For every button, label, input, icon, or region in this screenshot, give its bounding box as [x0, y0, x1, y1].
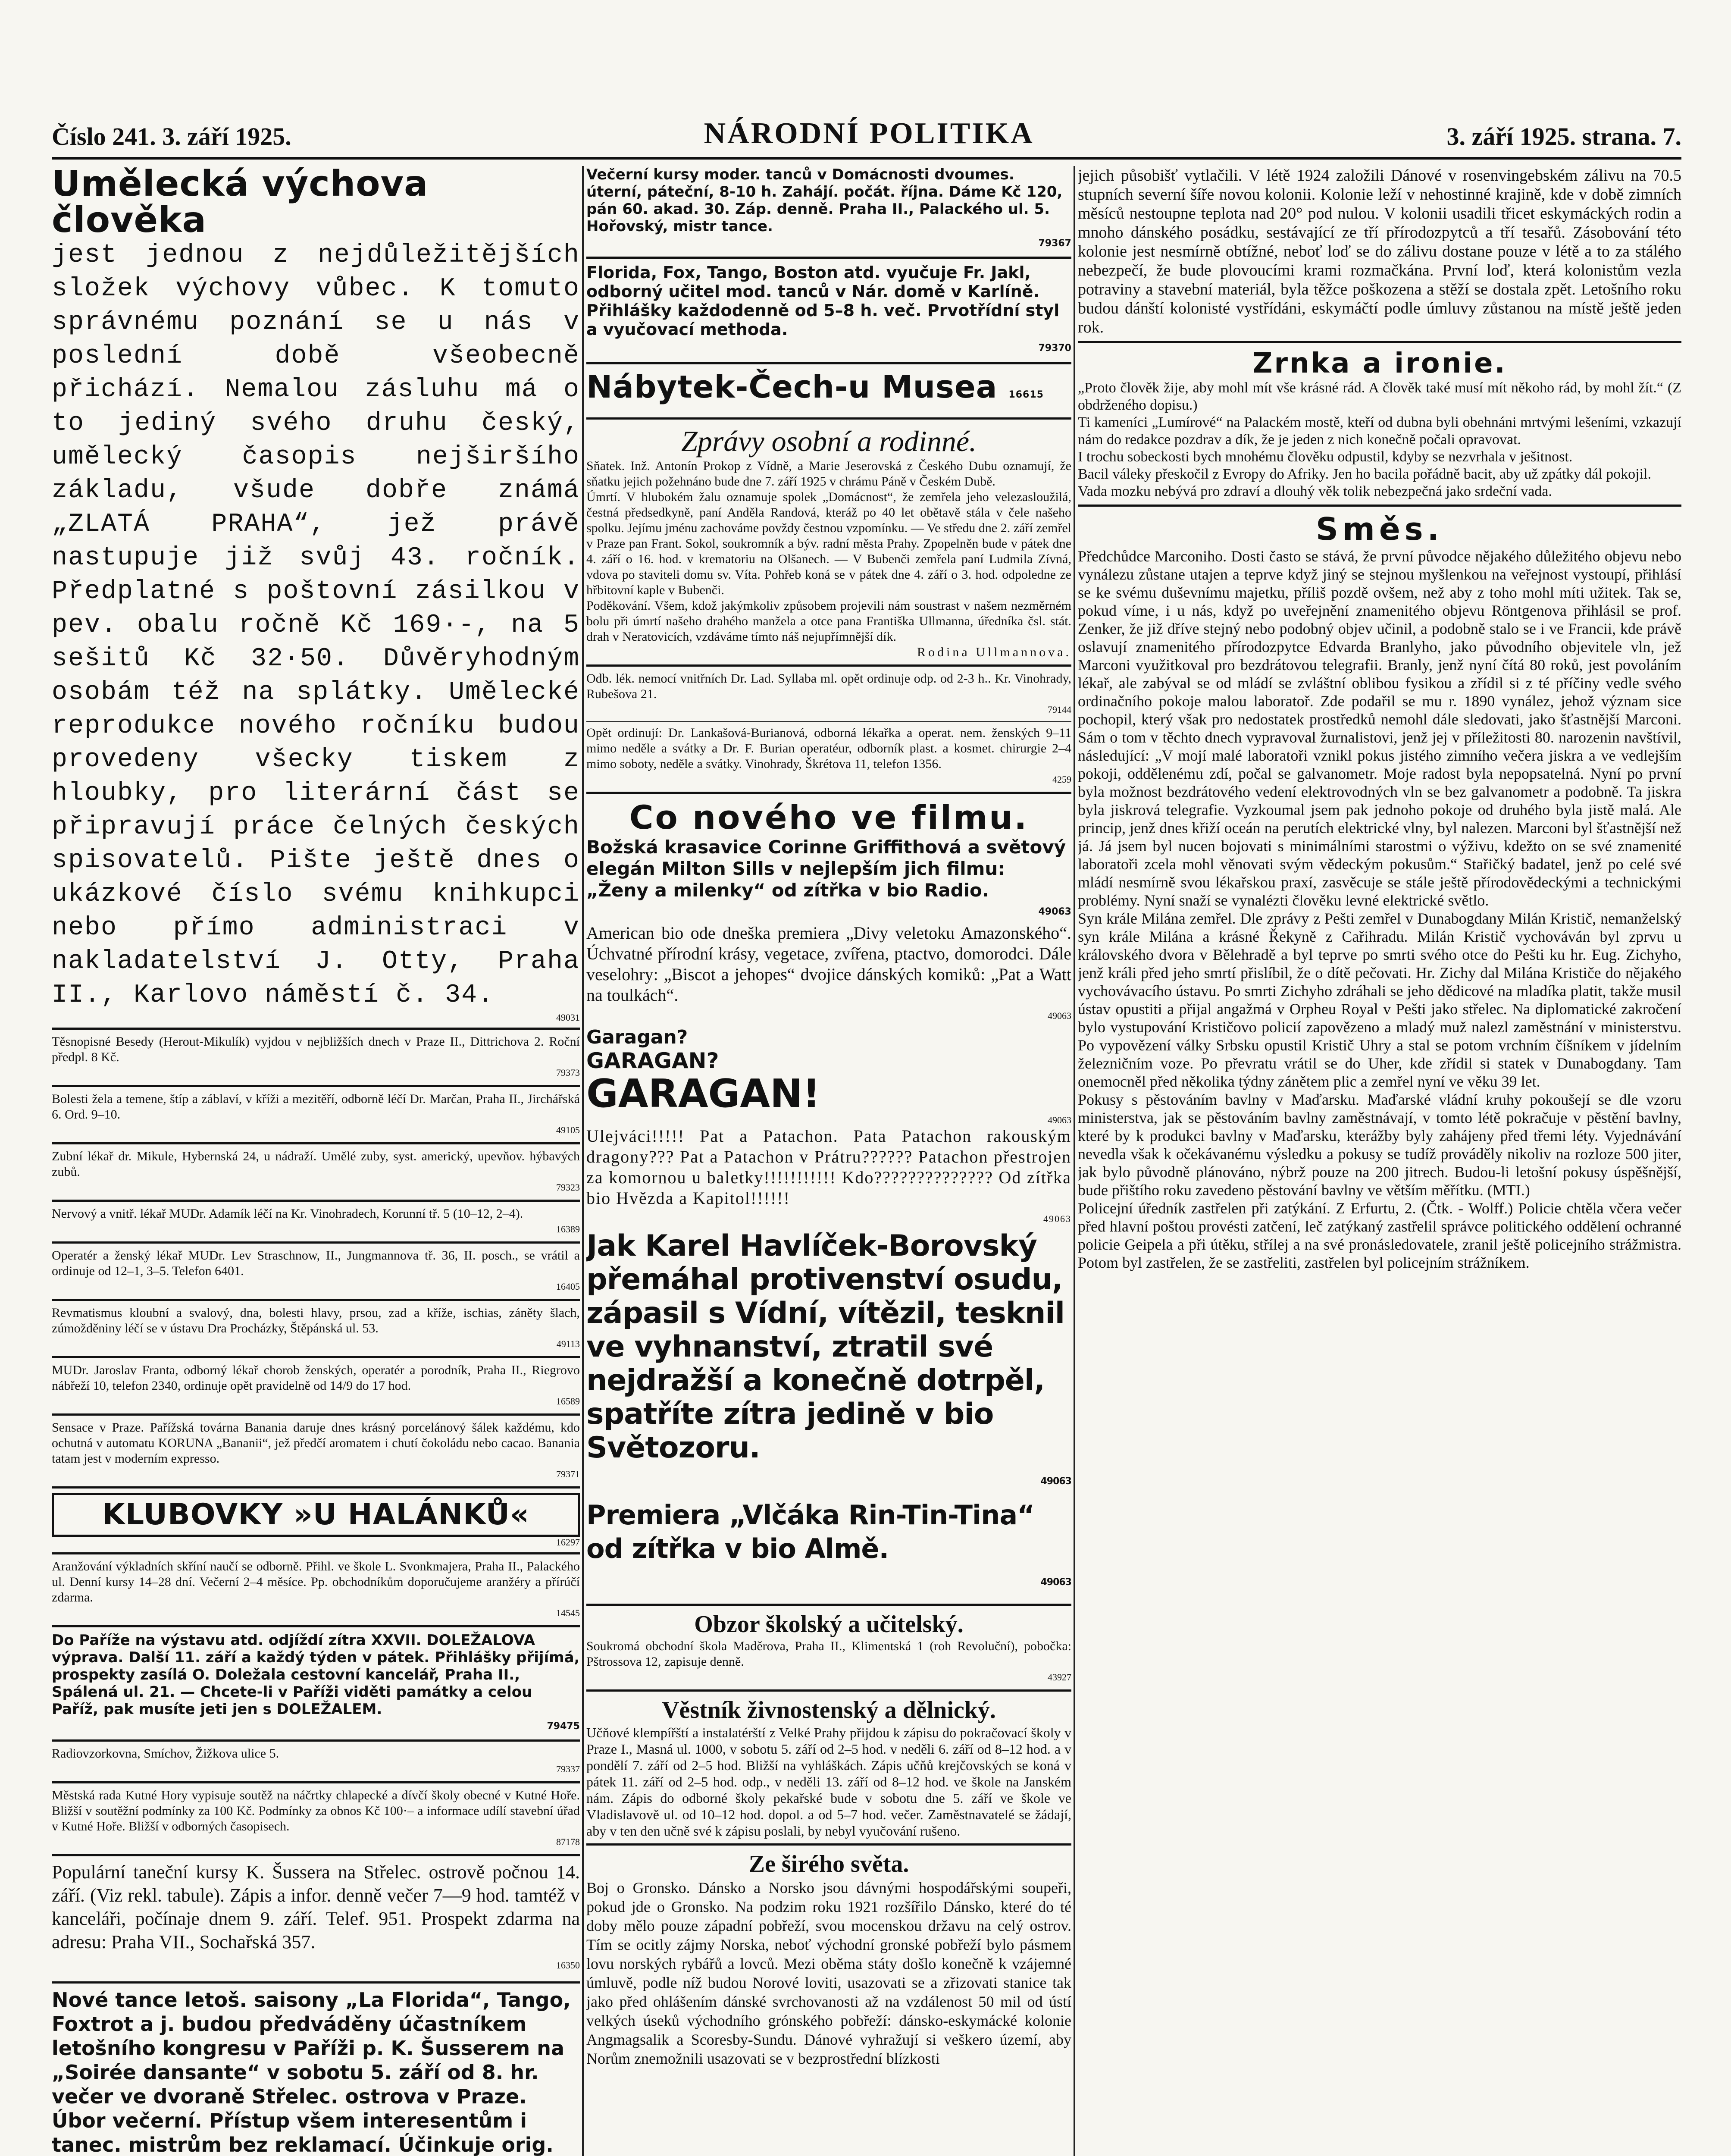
ad-text: Radiovzorkovna, Smíchov, Žižkova ulice 5.	[52, 1746, 279, 1761]
issue-date-right: 3. září 1925. strana. 7.	[1446, 122, 1681, 150]
ad-heading: Umělecká výchova člověka	[52, 166, 429, 241]
film-ad	[586, 923, 1071, 1026]
ad-code: 49031	[556, 1012, 580, 1023]
masthead	[52, 112, 1681, 160]
ad-code: 49113	[556, 1338, 580, 1349]
film-ad	[586, 1498, 1071, 1599]
article-paragraph: Sňatek. Inž. Antonín Prokop z Vídně, a Marie Jeserovská z Českého Dubu oznamují, že sňatku jejich požehnáno bude dne 7. září 1925 v chrámu Páně v Českém Dubě.	[586, 459, 1071, 489]
classified-ad	[52, 1149, 580, 1195]
classified-ad	[586, 1639, 1071, 1685]
ad-code: 49063	[1040, 1577, 1071, 1588]
ad-code: 16350	[556, 1960, 580, 1971]
classified-ad	[586, 671, 1071, 718]
classified-ad	[52, 1091, 580, 1138]
klubovky-ad: KLUBOVKY »U HALÁNKŮ«	[52, 1493, 580, 1537]
ad-text: Večerní kursy moder. tanců v Domácnosti dvoumes. úterní, páteční, 8-10 h. Zahájí. počát. října. Dáme Kč 120, pán 60. akad. 30. Záp. denně. Praha II., Palackého ul. 5. Hořovský, mistr tance.	[586, 166, 1063, 235]
article-paragraph: Poděkování. Všem, kdož jakýmkoliv způsobem projevili nám soustrast v našem nezměrném bolu při úmrtí našeho drahého manžela a otce pana Františka Ullmanna, úředníka čsl. stát. drah v Neratovicích, vzdáváme tímto náš nejupřímnější dík.	[586, 599, 1071, 644]
ad-code: 16389	[556, 1224, 580, 1235]
ad-text: Božská krasavice Corinne Griffithová a světový elegán Milton Sills v nejlepším jich filmu: „Ženy a milenky“ od zítřka v bio Radio.	[586, 837, 1066, 901]
ad-text: Opět ordinují: Dr. Lankašová-Burianová, odborná lékařka a operat. nem. ženských 9–11 mimo neděle a svátky a Dr. F. Burian operatéur, odborník plast. a kosmet. chirurgie 2–4 mimo soboty, neděle a svátky. Vinohrady, Škrétova 11, telefon 1356.	[586, 726, 1071, 771]
classified-ad	[52, 1861, 580, 1977]
article-paragraph: Boj o Gronsko. Dánsko a Norsko jsou dávnými hospodářskými soupeři, pokud jde o Gronsko. Na podzim roku 1921 rozšířilo Dánsko, které do té doby mělo pouze západní pobřeží, svou mocenskou državu na celý ostrov. Tím se ocitly zájmy Norska, neboť východní gronské pobřeží bylo pásmem lovu norských rybářů a lovců. Mezi oběma státy došlo konečně k vzájemné úmluvě, podle níž budou Norové loviti, usazovati se a zřizovati stanice tak jako před ohlášením dánské svrchovanosti až na vzdálenost 50 mil od ústí velkých úseků východního grónského pobřeží: dánsko-eskymácké kolonie Angmagsalik a Scoresby-Sundu. Dánové vyhražují si veškero území, aby Norům znemožnili usazovati se v bezprostřední blízkosti	[586, 1879, 1071, 2067]
ad-text: Operatér a ženský lékař MUDr. Lev Straschnow, II., Jungmannova tř. 36, II. posch., se vrátil a ordinuje od 12–1, 3–5. Telefon 6401.	[52, 1248, 580, 1278]
nabytek-ad	[586, 369, 1071, 413]
section-title: Co nového ve filmu.	[629, 798, 1029, 837]
ad-code: 16405	[556, 1281, 580, 1292]
column-rule	[582, 166, 584, 2156]
article-paragraph: I trochu sobeckosti bych mnohému člověku odpustil, kdyby se nezvrhala v ješitnost.	[1078, 449, 1573, 465]
article-paragraph: jejich působišť vytlačili. V létě 1924 založili Dánové v rosenvingebském zálivu na 70.5 stupních severní šíře novou kolonii. Kolonie leží v nehostinné krajině, kde v době zimních měsíců nestoupne teplota nad 20° pod nulou. V kolonii usadili třicet eskymáckých rodin a mnoho dánského posádku, sestávající ze tří přírodozpytců a tří tesařů. Zásobování této kolonie jest nesmírně obtížné, neboť loď se do zálivu dostane pouze v létě a to za stálého nebezpečí, že bude plovoucími krami rozmačkána. První loď, která kolonistům vezla potraviny a stavební materiál, byla těžce poškozena a stěží se dostala zpět. Letošního roku budou dánští kolonisté vystřídáni, eskymáčtí podle úmluvy zůstanou na místě ještě jeden rok.	[1078, 166, 1681, 336]
classified-ad	[52, 1559, 580, 1621]
ad-code: 16615	[1008, 389, 1044, 400]
ad-code: 49105	[556, 1125, 580, 1135]
classified-ad	[52, 1206, 580, 1237]
issue-date-left: Číslo 241. 3. září 1925.	[52, 122, 291, 150]
ad-text: Do Paříže na výstavu atd. odjíždí zítra XXVII. DOLEŽALOVA výprava. Další 11. září a každý týden v pátek. Přihlášky přijímá, prospekty zasílá O. Doležala cestovní kancelář, Praha II., Spálená ul. 21. — Chcete-li v Paříži viděti památky a celou Paříž, pak musíte jeti jen s DOLEŽALEM.	[52, 1632, 580, 1718]
classified-ad	[52, 1988, 580, 2156]
ad-code: 43927	[1048, 1672, 1071, 1683]
classified-ad	[586, 263, 1071, 358]
ad-text: Nové tance letoš. saisony „La Florida“, Tango, Foxtrot a j. budou předváděny účastníkem letošního kongresu v Paříži p. K. Šusserem na „Soirée dansante“ v sobotu 5. září od 8. hr. večer ve dvoraně Střelec. ostrova v Praze. Úbor večerní. Přístup všem interesentům i tanec. mistrům bez reklamací. Účinkuje orig.	[52, 1988, 571, 2156]
zlata-praha-ad	[52, 166, 580, 1023]
article-paragraph: „Proto člověk žije, aby mohl mít vše krásné rád. A člověk také musí mít někoho rád, by mohl žít.“ (Z obdrženého dopisu.)	[1078, 380, 1681, 413]
article-paragraph: Ti kameníci „Lumírové“ na Palackém mostě, kteří od dubna byli obehnáni mrtvými lešeními, vzkazují nám do redakce pozdrav a dík, že je jeden z nich konečně počali opravovat.	[1078, 414, 1681, 448]
classified-ad	[52, 1632, 580, 1735]
article-paragraph: Vada mozku nebývá pro zdraví a dlouhý věk tolik nebezpečná jako srdeční vada.	[1078, 483, 1552, 499]
ad-text: Revmatismus kloubní a svalový, dna, bolesti hlavy, prsou, zad a kříže, ischias, záněty šlach, zúmožděniny léčí se v ústavu Dra Procházky, Štěpánská ul. 53.	[52, 1306, 580, 1335]
ad-code: 49063	[1040, 1476, 1071, 1487]
section-title: Ze širého světa.	[748, 1851, 909, 1877]
classified-ad	[52, 1305, 580, 1352]
ad-text: Městská rada Kutné Hory vypisuje soutěž na náčrtky chlapecké a dívčí školy obecné v Kutné Hoře. Bližší v soutěžní podmínky za 100 Kč. Podmínky za obnos Kč 100·– a informace udílí stavební úřad v Kutné Hoře. Bližší v odborných časopisech.	[52, 1788, 580, 1833]
classified-ad	[586, 725, 1071, 787]
ad-text: Zubní lékař dr. Mikule, Hybernská 24, u nádraží. Umělé zuby, syst. americký, upevňov. hýbavých zubů.	[52, 1149, 580, 1179]
newspaper-title: NÁRODNÍ POLITIKA	[704, 117, 1034, 150]
article-paragraph: Pokusy s pěstováním bavlny v Maďarsku. Maďarské vládní kruhy pokoušejí se dle vzoru ministerstva, jak se pěstováním bavlny zaměstnávají, v tomto létě pokračuje v pěstění bavlny, které by k produkci bavlny v Maďarsku, kterážby byly zahájeny před třemi léty. Vyjednávání nevedla však k očekávanému výsledku a pokusy se tudíž prováděly nikoliv na rozloze 500 jiter, jak bylo původně plánováno, nýbrž pouze na 200 jitrech. Budou-li letošní pokusy úspěšnější, bude přištího roku zavedeno pěstování bavlny ve větším měřítku. (MTI.)	[1078, 1091, 1681, 1199]
ad-text: MUDr. Jaroslav Franta, odborný lékař chorob ženských, operatér a porodník, Praha II., Riegrovo nábřeží 10, telefon 2340, ordinuje opět pravidelně od 14/9 do 17 hod.	[52, 1363, 580, 1393]
classified-ad	[52, 1746, 580, 1777]
classified-ad	[52, 1788, 580, 1850]
ad-code: 79367	[1038, 238, 1071, 249]
ad-text: Aranžování výkladních skříní naučí se odborně. Přihl. ve škole L. Svonkmajera, Praha II., Palackého ul. Denní kursy 14–28 dní. Večerní 2–4 měsíce. Pp. obchodníkům doporučujeme aranžéry a přírúčí zdarma.	[52, 1559, 580, 1604]
article-paragraph: Předchůdce Marconiho. Dosti často se stává, že první původce nějakého důležitého objevu nebo vynálezu zůstane utajen a teprve když jiný se stejnou myšlenkou na veřejnost vystoupí, přihlásí se ke svému duševnímu majetku, příliš pozdě ovšem, než aby z toho mohl míti užitek. Tak se, pokud víme, i u nás, když po uveřejnění znamenitého objevu Röntgenova přihlásil se prof. Zenker, že již dříve stejný nebo podobný objev učinil, a podobně stalo se i ve Francii, kde právě oslavují znamenitého přírodozpytce Edvarda Branlyho, jako původního objevitele vln, jež Marconi využitkoval pro bezdrátovou telegrafii. Branly, jenž nyní čítá 80 roků, jest povoláním lékař, ale zabýval se od mládí se zvláštní oblibou fysikou a zřídil si z té příčiny vedle svého ordinačního pokoje malou laboratoř. Zde podařil se mu r. 1890 vynález, jehož význam sice pochopil, který však pro nedostatek prostředků nemohl dále sledovati, jako šťastnější Marconi. Sám o tom v těchto dnech vypravoval žurnalistovi, jenž jej v příležitosti 80. narozenin navštívil, následující: „V mojí malé laboratoři vznikl pokus jistého zimního večera jiskra a ve vedlejším pokoji, oddělenému zdí, počal se galvanometr. Moje radost byla nepopsatelná. Nyní po první byla možnost bezdrátového vedení elektrovodných vln se bez galvanometr a podobně. Ta jiskra byla jiskrová telegrafie. Vyzkoumal jsem pak jednoho pokoje od druhého byla jistě malá. Ale princip, jenž dnes křiží oceán na perutích elektrické vlny, byl nalezen. Marconi byl šťastnější než já. Já jsem byl nucen bojovati s minimálními starostmi o výživu, kdežto on se své znamenité laboratoři zcela mohl věnovati svým vědeckým pokusům.“ Stařičký badatel, jenž po celé své mládí nesmírně svou lékařskou praxí, zasvěcuje se stále ještě přírodovědeckými a technickými problémy. Nyní snaží se vynalézti člověku levné elektrické světlo.	[1078, 548, 1681, 909]
garagan-line: Garagan?	[586, 1026, 688, 1048]
article-paragraph: Syn krále Milána zemřel. Dle zprávy z Pešti zemřel v Dunabogdany Milán Kristič, nemanželský syn krále Milána a krásné Řekyně z Cařihradu. Milán Kristič vychováván byl zprvu u královského dvora v Bělehradě a byl teprve po smrti svého otce do Pešti ku hr. Eug. Zichyho, jenž králi před jeho smrtí přislíbil, že o dítě pečovati. Hr. Zichy dal Milána Krističe do nějakého vychovávacího ústavu. Po smrti Zichyho zdráhali se jeho dědicové na mladíka platit, takže musil ústav opustiti a přijal angažmá v Orpheu Royal v Pešti jako střelec. Na diplomatické zakročení bylo vystupování Krističovo policií zapovězeno a mladý muž nalezl zaměstnání v ministerstvu. Po vypovězení války Srbsku opustil Kristič Uhry a stal se potom vrchním číšníkem v jídelním železničním voze. Po převratu vrátil se do Uher, kde zřídil si statek v Dunabogdany. Tam onemocněl před několika týdny zánětem plic a zemřel nyní ve věku 39 let.	[1078, 910, 1681, 1090]
ad-code: 79371	[556, 1469, 580, 1479]
ad-text: Jak Karel Havlíček-Borovský přemáhal protivenství osudu, zápasil s Vídní, vítězil, tesknil ve vyhnanství, ztratil své nejdražší a konečně dotrpěl, spatříte zítra jedině v bio Světozoru.	[586, 1229, 1065, 1465]
ad-text: Florida, Fox, Tango, Boston atd. vyučuje Fr. Jakl, odborný učitel mod. tanců v Nár. domě v Karlíně. Přihlášky každodenně od 5–8 h. več. Prvotřídní styl a vyučovací methoda.	[586, 263, 1060, 339]
article-paragraph: Policejní úředník zastřelen při zatýkání. Z Erfurtu, 2. (Čtk. - Wolff.) Policie chtěla včera večer před hlavní poštou provésti zatčení, leč zatýkaný zastřelil správce politického oddělení ochranné policie Geipela a při útěku, střílej a na své pronásledovatele, zranil ještě policejního strážmistra. Potom byl zastřelen, že se zastřeliti, zastřelen byl policejním strážníkem.	[1078, 1200, 1681, 1271]
ad-code: 79373	[556, 1067, 580, 1078]
column-left	[52, 166, 580, 2156]
ad-text: Ulejváci!!!!! Pat a Patachon. Pata Patachon rakouským dragony??? Pat a Patachon v Prátru?????? Patachon přestrojen za komornou u baletky!!!!!!!!!!! Kdo?????????????? Od zítřka bio Hvězda a Kapitol!!!!!!	[586, 1126, 1071, 1208]
ad-code: 4259	[1052, 774, 1071, 785]
ad-code: 49063	[1048, 1115, 1071, 1125]
classified-ad	[586, 166, 1071, 252]
signature: Rodina Ullmannova.	[917, 645, 1071, 659]
classified-ad	[52, 1363, 580, 1409]
classified-ad	[52, 1034, 580, 1081]
section-title: Obzor školský a učitelský.	[694, 1611, 964, 1638]
section-title: Věstník živnostenský a dělnický.	[662, 1697, 996, 1724]
ad-code: 49063	[1038, 906, 1071, 917]
film-ad	[586, 837, 1071, 923]
ad-text: Těsnopisné Besedy (Herout-Mikulík) vyjdou v nejbližších dnech v Praze II., Dittrichova 2. Roční předpl. 8 Kč.	[52, 1034, 580, 1064]
ad-text: Sensace v Praze. Pařížská továrna Banania daruje dnes krásný porcelánový šálek každému, kdo ochutná v automatu KORUNA „Bananii“, jež předčí aromatem i chutí čokoládu nebo cacao. Banania tatam jest v moderním expresso.	[52, 1420, 580, 1466]
classified-ad	[52, 1248, 580, 1294]
ad-code: 14545	[556, 1608, 580, 1618]
film-ad	[586, 1126, 1071, 1229]
section-title: Směs.	[1316, 511, 1443, 547]
ad-code: 79323	[556, 1182, 580, 1193]
classified-ad	[52, 1420, 580, 1482]
article-paragraph: Úmrtí. V hlubokém žalu oznamuje spolek „Domácnost“, že zemřela jeho velezasloužilá, čestná předsedkyně, paní Anděla Randová, kteráž po 40 let obětavě stála v čele našeho spolku. Jejímu jménu zachováme povždy čestnou vzpomínku. — Ve středu dne 2. září zemřel v Praze pan Frant. Sokol, soukromník a býv. radní města Prahy. Zpopelněn bude v pátek dne 4. září o 16. hod. v krematoriu na Olšanech. — V Bubenči zemřela paní Ludmila Zívná, vdova po staviteli domu sv. Víta. Pohřeb koná se v pátek dne 4. září o 3. hod. odpoledne ze hřbitovní kaple v Bubenči.	[586, 490, 1071, 597]
ad-text: Soukromá obchodní škola Maděrova, Praha II., Klimentská 1 (roh Revoluční), pobočka: Pštrossova 12, zapisuje denně.	[586, 1639, 1071, 1669]
ad-text: Bolesti žela a temene, štíp a záblaví, v kříži a mezitěří, odborně léčí Dr. Marčan, Praha II., Jirchářská 6. Ord. 9–10.	[52, 1092, 580, 1122]
column-middle	[586, 166, 1071, 2156]
ad-code: 49063	[1048, 1010, 1071, 1021]
ad-code: 87178	[556, 1836, 580, 1847]
ad-body: jest jednou z nejdůležitějších složek výchovy vůbec. K tomuto správnému poznání se u nás v poslední době všeobecně přichází. Nemalou zásluhu má o to jediný svého druhu český, umělecký časopis nejširšího základu, všude dobře známá „ZLATÁ PRAHA“, jež právě nastupuje již svůj 43. ročník. Předplatné s poštovní zásilkou v pev. obalu ročně Kč 169·-, na 5 sešitů Kč 32·50. Důvěryhodným osobám též na splátky. Umělecké reprodukce nového ročníku budou provedeny všecky tiskem z hloubky, pro literární část se připravují práce čelných českých spisovatelů. Pište ještě dnes o ukázkové číslo svému knihkupci nebo přímo administraci v nakladatelství J. Otty, Praha II., Karlovo náměstí č. 34.	[52, 241, 580, 1010]
section-title: Zrnka a ironie.	[1252, 348, 1507, 379]
ad-text: Odb. lék. nemocí vnitřních Dr. Lad. Syllaba ml. opět ordinuje odp. od 2-3 h.. Kr. Vinohrady, Rubešova 21.	[586, 671, 1071, 701]
ad-text: Nervový a vnitř. lékař MUDr. Adamík léčí na Kr. Vinohradech, Korunní tř. 5 (10–12, 2–4).	[52, 1206, 523, 1221]
ad-text: Premiera „Vlčáka Rin-Tin-Tina“ od zítřka v bio Almě.	[586, 1499, 1034, 1564]
ad-code: 79370	[1038, 343, 1071, 354]
ad-text: Nábytek-Čech-u Musea	[586, 369, 998, 405]
ad-code: 16589	[556, 1396, 580, 1407]
garagan-line: GARAGAN!	[586, 1071, 820, 1116]
ad-text: Populární taneční kursy K. Šussera na Střelec. ostrově počnou 14. září. (Viz rekl. tabule). Zápis a infor. denně večer 7—9 hod. tamtéž v kanceláři, počínaje dnem 9. září. Telef. 951. Prospekt zdarma na adresu: Praha VII., Sochařská 357.	[52, 1861, 580, 1952]
section-title: Zprávy osobní a rodinné.	[681, 425, 977, 458]
article-paragraph: Bacil váleky přeskočil z Evropy do Afriky. Jen ho bacila pořádně bacit, aby už zpátky dál pokojil.	[1078, 466, 1652, 482]
ad-code: 16297	[556, 1537, 580, 1548]
ad-code: 79337	[556, 1764, 580, 1774]
ad-text: American bio ode dneška premiera „Divy veletoku Amazonského“. Úchvatné přírodní krásy, vegetace, zvířena, ptactvo, domorodci. Dále veselohry: „Biscot a jehopes“ dvojice dánských komiků: „Pat a Watt na toulkách“.	[586, 923, 1071, 1005]
column-right	[1078, 166, 1681, 2156]
garagan-line: GARAGAN?	[586, 1048, 719, 1073]
ad-code: 49063	[1043, 1213, 1071, 1224]
film-ad	[586, 1229, 1071, 1498]
article-paragraph: Učňové klempířští a instalatérští z Velké Prahy přijdou k zápisu do pokračovací školy v Praze I., Masná ul. 1000, v sobotu 5. září od 2–5 hod. v neděli 6. září od 8–12 hod. a v pondělí 7. září od 2–5 hod. Bližší na vyhláškách. Zápis učňů krejčovských se koná v pátek 11. září od 2–5 hod. odp., v neděli 13. září od 8–12 hod. ve škole na Janském nám. Zápis do odborné školy pekařské bude v sobotu dne 5. září ve škole ve Vladislavově ul. od 10–12 hod. dopol. a od 5–7 hod. večer. Zaměstnavatelé se žádají, aby v ten den učně své k zápisu poslali, by nebyl vyučování rušeno.	[586, 1725, 1071, 1839]
ad-code: 79144	[1048, 704, 1071, 715]
column-rule	[1074, 166, 1075, 2156]
ad-code: 79475	[547, 1721, 580, 1732]
